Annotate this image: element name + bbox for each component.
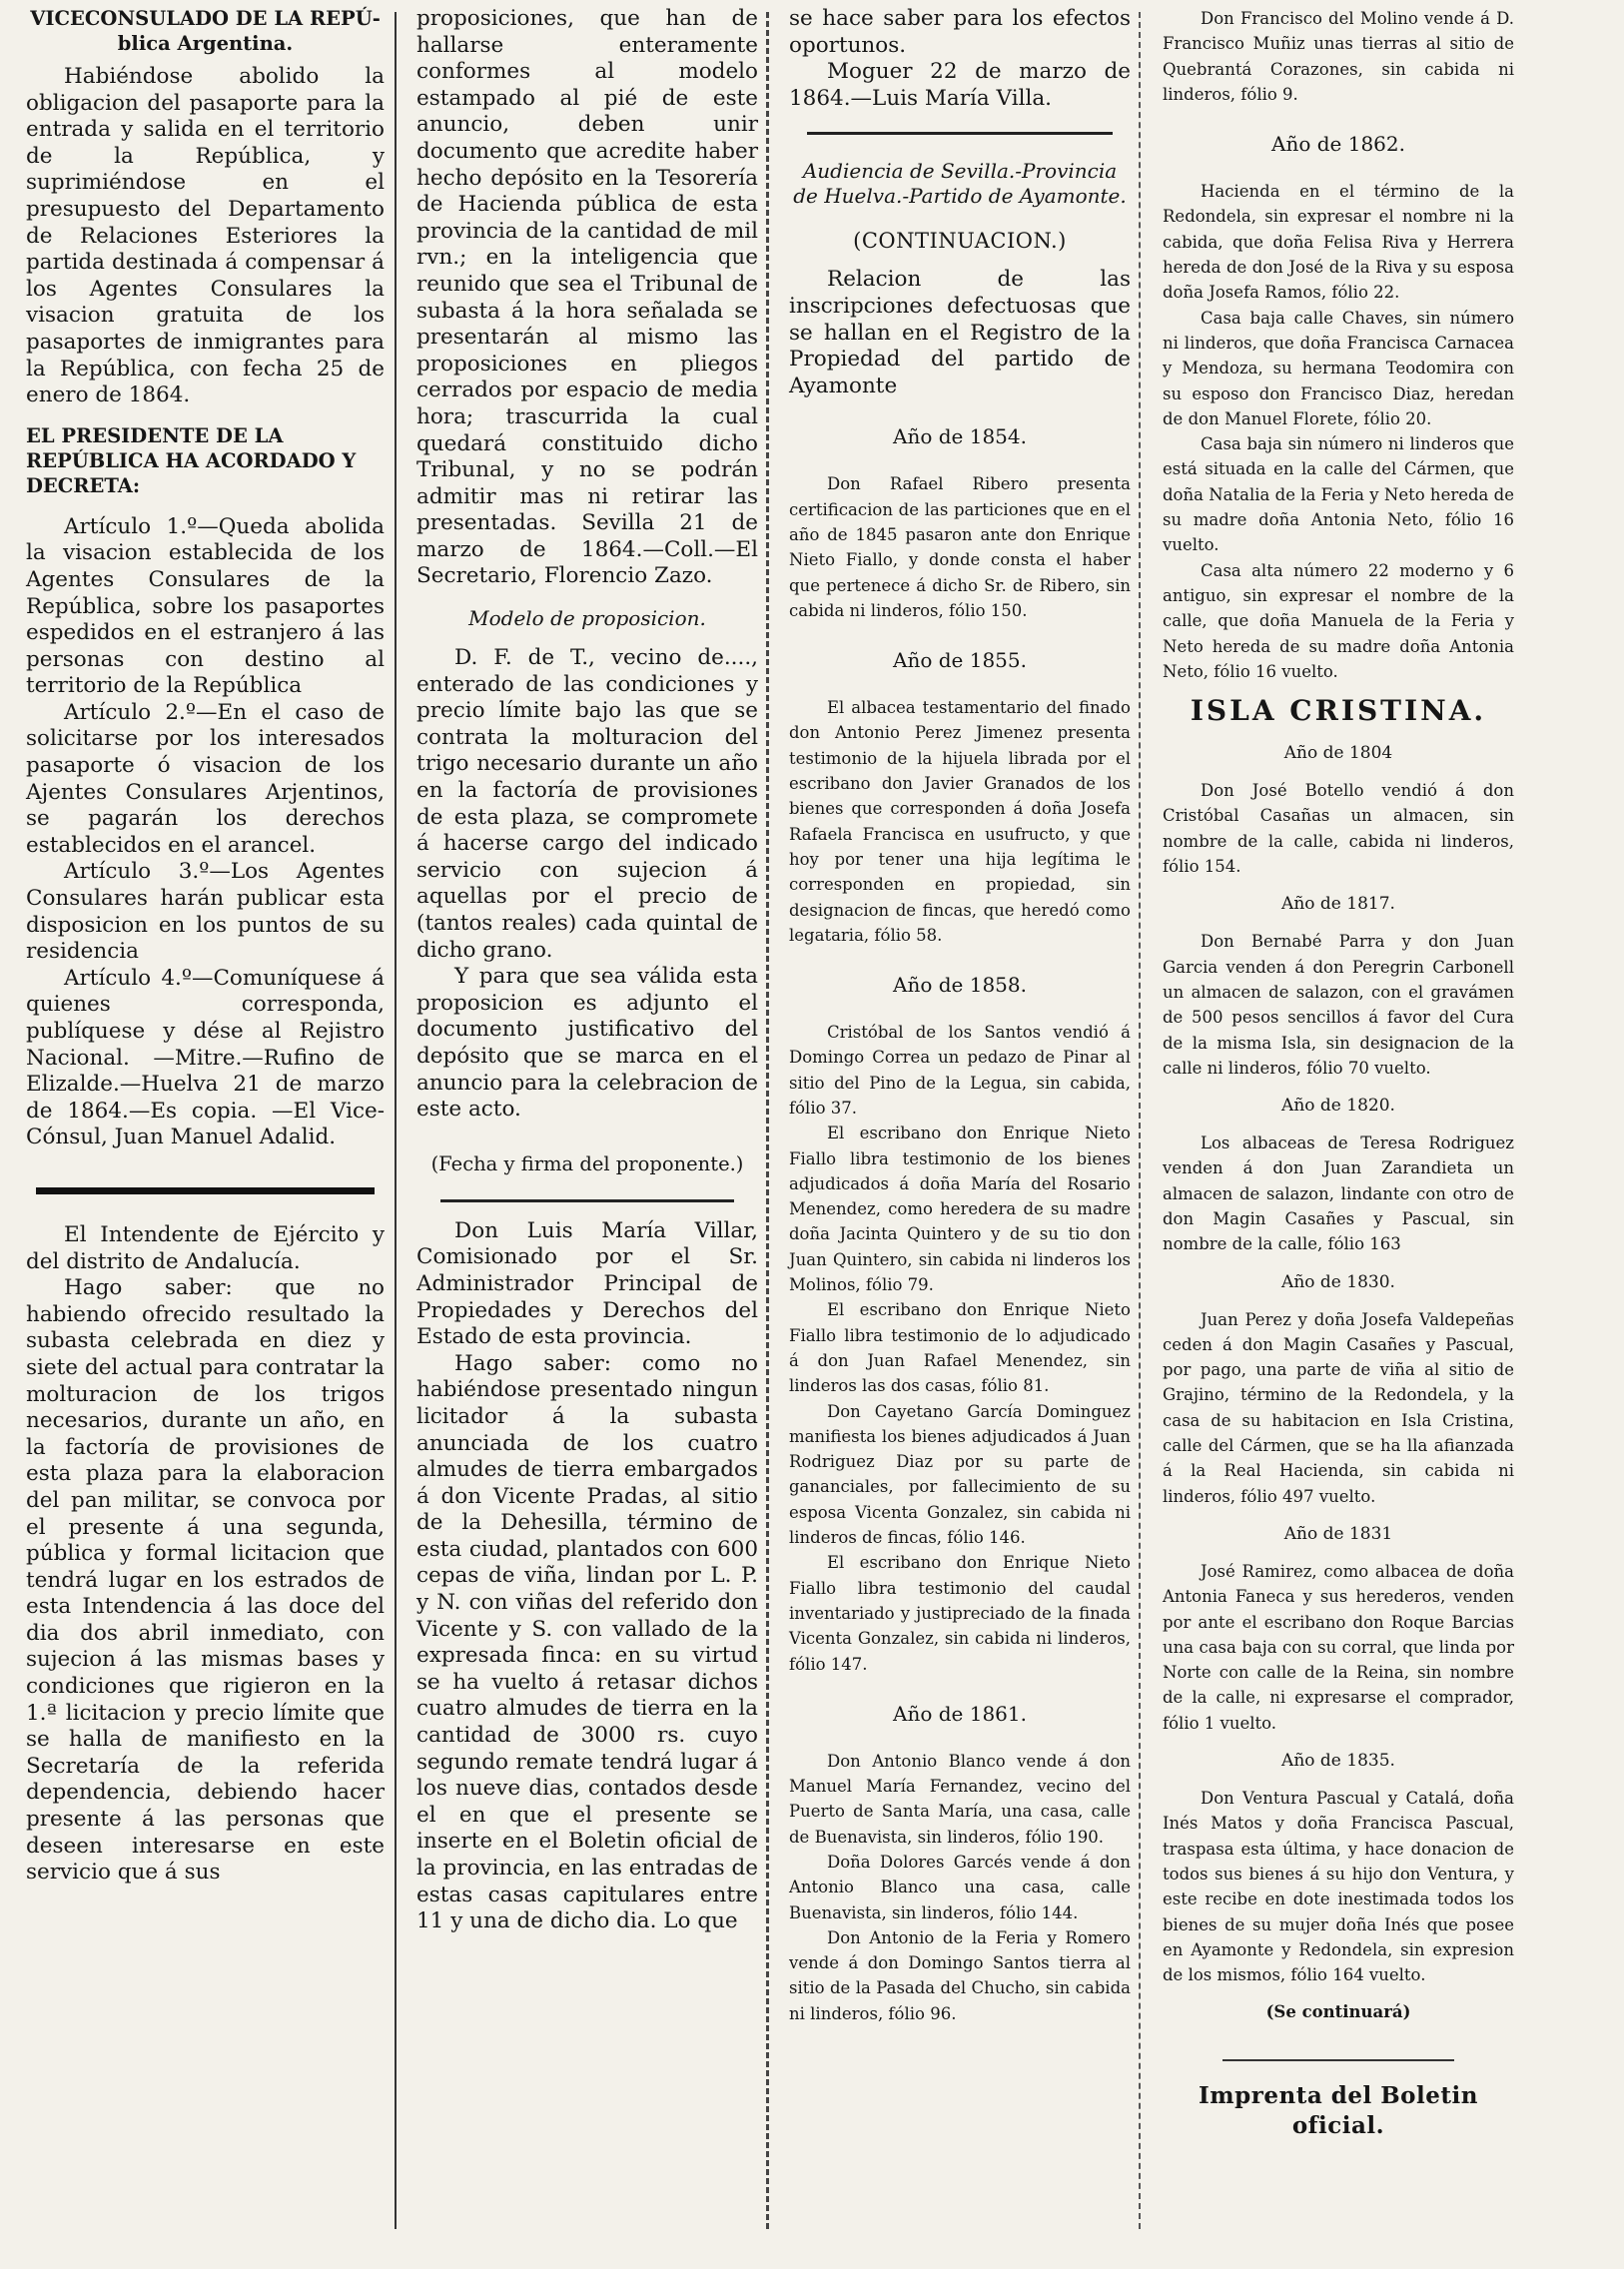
registry-entry: Juan Perez y doña Josefa Valdepeñas ceden á don Magin Casañes y Pascual, por pago, una parte de viña al sitio de Grajino, término de la Redondela, y la casa de su habitacion en Isla Cristina, calle del Cármen, que se ha lla afianzada á la Real Hacienda, sin cabida ni linderos, fólio 497 vuelto. bbox=[1163, 1309, 1514, 1506]
villar-heading: Don Luis María Villar, Comisionado por el Sr. Administrador Principal de Propiedades y Derechos del Estado de esta provincia. bbox=[416, 1217, 758, 1350]
paragraph: Habiéndose abolido la obligacion del pasaporte para la entrada y salida en el territorio de la República, y suprimiéndose en el presupuesto del Departamento de Relaciones Esteriores la partida destinada á compensar á los Agentes Consulares la visacion gratuita de los pasaportes de inmigrantes para la República, con fecha 25 de enero de 1864. bbox=[26, 64, 385, 408]
registry-entry: Don Ventura Pascual y Catalá, doña Inés Matos y doña Francisca Pascual, traspasa esta última, y hace donacion de todos sus bienes á su hijo don Ventura, y este recibe en dote inestimada todos los bienes de su mujer doña Inés que posee en Ayamonte y Redondela, sin expresion de los mismos, fólio 164 vuelto. bbox=[1163, 1789, 1514, 1985]
year-heading: Año de 1817. bbox=[1281, 894, 1395, 915]
intendente-heading: El Intendente de Ejército y del distrito de Andalucía. bbox=[26, 1221, 385, 1274]
year-heading: Año de 1858. bbox=[893, 973, 1027, 998]
year-heading: Año de 1862. bbox=[1271, 132, 1405, 157]
intendente-body: Hago saber: que no habiendo ofrecido resultado la subasta celebrada en diez y siete del actual para contratar la molturacion de los trigos necesarios, durante un año, en la factoría de provisiones de esta plaza para la elaboracion del pan militar, se convoca por el presente á una segunda, pública y formal licitacion que tendrá lugar en los estrados de esta Intendencia á las doce del dia dos abril inmediato, con sujecion á las mismas bases y condiciones que rigieron en la 1.ª licitacion y precio límite que se halla de manifiesto en la Secretaría de la referida dependencia, debiendo hacer presente á las personas que deseen interesarse en este servicio que á sus bbox=[26, 1275, 385, 1886]
imprenta-footer: Imprenta del Boletin oficial. bbox=[1199, 2082, 1478, 2140]
modelo-body: D. F. de T., vecino de...., enterado de las condiciones y precio límite bajo las que se contrata la molturacion del trigo necesario durante un año en la factoría de provisiones de esta plaza, se compromete á hacerse cargo del indicado servicio con sujecion á aquellas por el precio de (tantos reales) cada quintal de dicho grano. bbox=[416, 645, 758, 963]
section-divider bbox=[1222, 2059, 1454, 2061]
year-heading: Año de 1854. bbox=[893, 424, 1027, 449]
paragraph: se hace saber para los efectos oportunos. bbox=[789, 6, 1131, 58]
year-heading: Año de 1831 bbox=[1283, 1523, 1393, 1544]
year-heading: Año de 1861. bbox=[893, 1701, 1027, 1726]
registry-entry: Don Bernabé Parra y don Juan Garcia venden á don Peregrin Carbonell un almacen de salazon, con el gravámen de 500 pesos sencillos á favor del Cura de la misma Isla, sin designacion de la calle ni linderos, fólio 70 vuelto. bbox=[1163, 932, 1514, 1078]
column-3 bbox=[769, 6, 1139, 2026]
registry-entry: Hacienda en el término de la Redondela, sin expresar el nombre ni la cabida, que doña Felisa Riva y Herrera hereda de don José de la Riva y su esposa doña Josefa Ramos, fólio 22. bbox=[1163, 182, 1514, 303]
registry-entry: El escribano don Enrique Nieto Fiallo libra testimonio de los bienes adjudicados á doña María del Rosario Menendez, como heredera de su madre doña Jacinta Quintero y de su tio don Juan Quintero, sin cabida ni linderos los Molinos, fólio 79. bbox=[789, 1124, 1131, 1295]
article-3: Artículo 3.º—Los Agentes Consulares harán publicar esta disposicion en los puntos de su residencia bbox=[26, 859, 385, 965]
registry-entry: Cristóbal de los Santos vendió á Domingo Correa un pedazo de Pinar al sitio del Pino de la Legua, sin cabida, fólio 37. bbox=[789, 1023, 1131, 1118]
column-2 bbox=[397, 6, 766, 1935]
year-heading: Año de 1835. bbox=[1281, 1751, 1395, 1772]
section-divider bbox=[36, 1187, 375, 1194]
registry-entry: El albacea testamentario del finado don Antonio Perez Jimenez presenta testimonio de la hijuela librada por el escribano don Javier Granados de los bienes que corresponden á doña Josefa Rafaela Francisca en usufructo, y que hoy por tener una hija legítima le corresponden en propiedad, sin designacion de fincas, que heredó como legataria, fólio 58. bbox=[789, 698, 1131, 945]
audiencia-heading: Audiencia de Sevilla.-Provincia de Huelva.-Partido de Ayamonte. bbox=[793, 159, 1127, 209]
year-heading: Año de 1820. bbox=[1281, 1096, 1395, 1117]
column-4 bbox=[1141, 6, 1520, 2141]
paragraph: proposiciones, que han de hallarse enteramente conformes al modelo estampado al pié de este anuncio, deben unir documento que acredite haber hecho depósito en la Tesorería de Hacienda pública de esta provincia de la cantidad de mil rvn.; en la inteligencia que reunido que sea el Tribunal de subasta á la hora señalada se presentarán al mismo las proposiciones en pliegos cerrados por espacio de media hora; trascurrida la cual quedará constituido dicho Tribunal, y no se podrán admitir mas ni retirar las presentadas. Sevilla 21 de marzo de 1864.—Coll.—El Secretario, Florencio Zazo. bbox=[416, 6, 758, 589]
registry-entry: Don Cayetano García Dominguez manifiesta los bienes adjudicados á Juan Rodriguez Diaz por su parte de gananciales, por fallecimiento de su esposa Vicenta Gonzalez, sin cabida ni linderos de fincas, fólio 146. bbox=[789, 1401, 1131, 1548]
article-1: Artículo 1.º—Queda abolida la visacion establecida de los Agentes Consulares de la República, sobre los pasaportes espedidos en el estranjero á las personas con destino al territorio de la República bbox=[26, 513, 385, 699]
section-divider bbox=[807, 132, 1113, 135]
fecha-firma: (Fecha y firma del proponente.) bbox=[430, 1151, 744, 1175]
registry-entry: Don Antonio Blanco vende á don Manuel María Fernandez, vecino del Puerto de Santa María, una casa, calle de Buenavista, sin linderos, fólio 190. bbox=[789, 1751, 1131, 1847]
isla-cristina-heading: ISLA CRISTINA. bbox=[1190, 694, 1487, 728]
registry-entry: El escribano don Enrique Nieto Fiallo libra testimonio de lo adjudicado á don Juan Rafael Menendez, sin linderos las dos casas, fólio 81. bbox=[789, 1300, 1131, 1396]
registry-entry: José Ramirez, como albacea de doña Antonia Faneca y sus herederos, venden por ante el escribano don Roque Barcias una casa baja con su corral, que linda por Norte con calle de la Reina, sin nombre de la calle, ni expresarse el comprador, fólio 1 vuelto. bbox=[1163, 1561, 1514, 1733]
registry-entry: Casa baja calle Chaves, sin número ni linderos, que doña Francisca Carnacea y Mendoza, su hermana Teodomira con su esposo don Francisco Diaz, heredan de don Manuel Florete, fólio 20. bbox=[1163, 308, 1514, 428]
paragraph: Moguer 22 de marzo de 1864.—Luis María Villa. bbox=[789, 59, 1131, 111]
section-divider bbox=[440, 1199, 734, 1202]
registry-entry: Don José Botello vendió á don Cristóbal Casañas un almacen, sin nombre de la calle, cabida ni linderos, fólio 154. bbox=[1163, 781, 1514, 877]
se-continuara: (Se continuará) bbox=[1265, 2002, 1411, 2022]
villar-body: Hago saber: como no habiéndose presentado ningun licitador á la subasta anunciada de los cuatro almudes de tierra embargados á don Vicente Pradas, al sitio de la Dehesilla, término de esta ciudad, plantados con 600 cepas de viña, lindan por L. P. y N. con viñas del referido don Vicente y S. con vallado de la expresada finca: en su virtud se ha vuelto á retasar dichos cuatro almudes de tierra en la cantidad de 3000 rs. cuyo segundo remate tendrá lugar á los nueve dias, contados desde el en que el presente se inserte en el Boletin oficial de la provincia, en las entradas de estas casas capitulares entre 11 y una de dicho dia. Lo que bbox=[416, 1350, 758, 1934]
article-2: Artículo 2.º—En el caso de solicitarse por los interesados pasaporte ó visacion de los Ajentes Consulares Arjentinos, se pagarán los derechos establecidos en el arancel. bbox=[26, 699, 385, 858]
column-1 bbox=[20, 6, 395, 1887]
article-4: Artículo 4.º—Comuníquese á quienes corresponda, publíquese y dése al Rejistro Nacional. —Mitre.—Rufino de Elizalde.—Huelva 21 de marzo de 1864.—Es copia. —El Vice-Cónsul, Juan Manuel Adalid. bbox=[26, 965, 385, 1150]
registry-entry: Los albaceas de Teresa Rodriguez venden á don Juan Zarandieta un almacen de salazon, lindante con otro de don Magin Casañes y Pascual, sin nombre de la calle, fólio 163 bbox=[1163, 1134, 1514, 1254]
year-heading: Año de 1855. bbox=[893, 648, 1027, 673]
relacion-heading: Relacion de las inscripciones defectuosas que se hallan en el Registro de la Propiedad del partido de Ayamonte bbox=[789, 267, 1131, 398]
registry-entry: Don Francisco del Molino vende á D. Francisco Muñiz unas tierras al sitio de Quebrantá Corazones, sin cabida ni linderos, fólio 9. bbox=[1163, 9, 1514, 104]
registry-entry: Don Antonio de la Feria y Romero vende á don Domingo Santos tierra al sitio de la Pasada del Chucho, sin cabida ni linderos, fólio 96. bbox=[789, 1927, 1131, 2023]
heading-presidente: EL PRESIDENTE DE LA REPÚBLICA HA ACORDADO Y DECRETA: bbox=[26, 423, 357, 497]
year-heading: Año de 1804 bbox=[1283, 743, 1393, 764]
registry-entry: Casa baja sin número ni linderos que está situada en la calle del Cármen, que doña Natalia de la Feria y Neto hereda de su madre doña Antonia Neto, fólio 16 vuelto. bbox=[1163, 434, 1514, 555]
registry-entry: Doña Dolores Garcés vende á don Antonio Blanco una casa, calle Buenavista, sin linderos, fólio 144. bbox=[789, 1853, 1131, 1922]
year-heading: Año de 1830. bbox=[1281, 1271, 1395, 1292]
registry-entry: Don Rafael Ribero presenta certificacion de las particiones que en el año de 1845 pasaron ante don Enrique Nieto Fiallo, y donde consta el haber que pertenece á dicho Sr. de Ribero, sin cabida ni linderos, fólio 150. bbox=[789, 474, 1131, 620]
modelo-body: Y para que sea válida esta proposicion es adjunto el documento justificativo del depósito que se marca en el anuncio para la celebracion de este acto. bbox=[416, 964, 758, 1123]
heading-viceconsulado: VICECONSULADO DE LA REPÚblica Argentina. bbox=[30, 7, 381, 55]
continuacion-heading: (CONTINUACION.) bbox=[853, 229, 1067, 254]
registry-entry: El escribano don Enrique Nieto Fiallo libra testimonio del caudal inventariado y justipreciado de la finada Vicenta Gonzalez, sin cabida ni linderos, fólio 147. bbox=[789, 1553, 1131, 1674]
modelo-title: Modelo de proposicion. bbox=[468, 606, 706, 631]
registry-entry: Casa alta número 22 moderno y 6 antiguo, sin expresar el nombre de la calle, que doña Manuela de la Feria y Neto hereda de su madre doña Antonia Neto, fólio 16 vuelto. bbox=[1163, 560, 1514, 681]
